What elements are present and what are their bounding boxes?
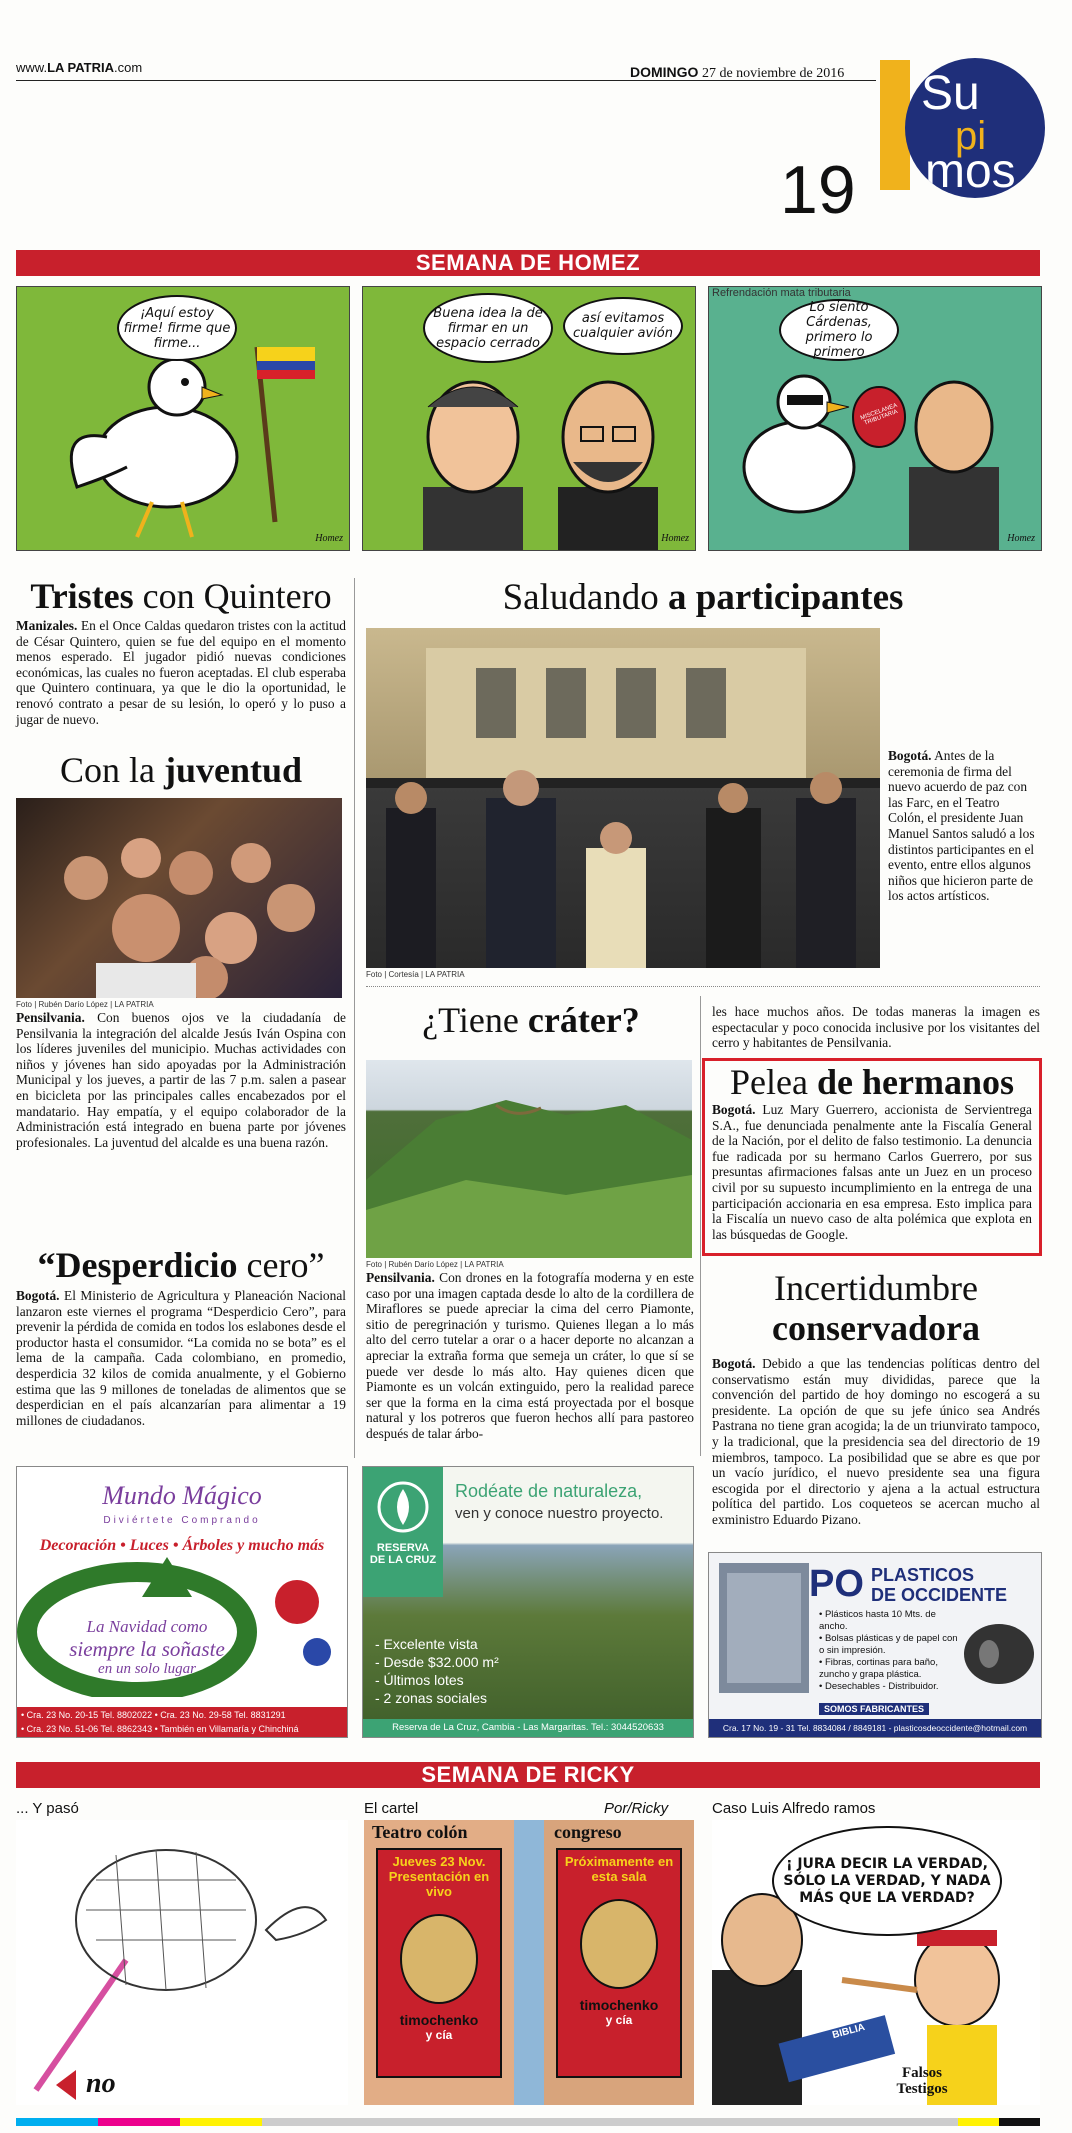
saludando-photo bbox=[366, 628, 880, 968]
ricky-panel-3 bbox=[712, 1820, 1040, 2105]
incertidumbre-title-b: conservadora bbox=[772, 1308, 980, 1348]
reserva-bullet-1: - Excelente vista bbox=[375, 1636, 478, 1652]
pelea-headline bbox=[712, 1062, 1032, 1102]
logo-letters-1: Su bbox=[921, 67, 980, 120]
crater-title-a: ¿Tiene bbox=[422, 1000, 528, 1040]
plasticos-badge: SOMOS FABRICANTES bbox=[819, 1703, 929, 1715]
ricky-panel-1 bbox=[16, 1820, 348, 2105]
tristes-title-bold: Tristes bbox=[30, 576, 134, 616]
mundo-address-bar bbox=[17, 1707, 347, 1737]
juventud-credit: Foto | Rubén Darío López | LA PATRIA bbox=[16, 1000, 154, 1009]
ricky-byline: Por/Ricky bbox=[604, 1800, 669, 1817]
column-rule-2 bbox=[700, 996, 701, 1456]
juventud-title-a: Con la bbox=[59, 750, 164, 790]
homez-caption-3: Refrendación mata tributaria bbox=[712, 287, 851, 299]
pelea-place: Bogotá. bbox=[712, 1102, 756, 1117]
left-poster-face bbox=[389, 1899, 489, 2009]
reserva-bullet-3: - Últimos lotes bbox=[375, 1672, 464, 1688]
mundo-slogan2: siempre la soñaste bbox=[69, 1637, 225, 1661]
right-poster-name: timochenko bbox=[579, 1997, 659, 2013]
homez-bubble-2a: Buena idea la de firmar en un espacio cerrado bbox=[423, 293, 553, 363]
supimos-logo bbox=[905, 58, 1045, 198]
ad-mundo-magico[interactable] bbox=[16, 1466, 348, 1738]
reserva-logo-panel bbox=[363, 1467, 443, 1597]
plasticos-item-4: • Desechables - Distribuidor. bbox=[819, 1681, 939, 1692]
page-number: 19 bbox=[780, 152, 856, 228]
tristes-body bbox=[16, 618, 346, 727]
plastic-rolls-illustration bbox=[709, 1553, 819, 1703]
saludando-headline bbox=[366, 578, 1040, 618]
crater-headline bbox=[366, 1000, 696, 1040]
ricky-caption-2: El cartel bbox=[364, 1800, 419, 1817]
mundo-brand: Mundo Mágico bbox=[102, 1481, 262, 1510]
saludando-text: Antes de la ceremonia de firma del nuevo acuerdo de paz con las Farc, en el Teatro Colón, el presidente Juan Manuel Santos saludó a los distintos participantes en el evento, entre ellos algunos niños que hicieron parte de los actos artísticos. bbox=[888, 748, 1035, 904]
crater-continued: les hace muchos años. De todas maneras la imagen es espectacular y poco conocida inclusive por los visitantes del cerro y habitantes de Pensilvania. bbox=[712, 1004, 1040, 1051]
saludando-title-b: a participantes bbox=[668, 577, 904, 618]
saludando-credit: Foto | Cortesía | LA PATRIA bbox=[366, 970, 465, 979]
left-poster bbox=[376, 1848, 502, 2078]
desperdicio-title-bold: “Desperdicio bbox=[37, 1245, 238, 1285]
incertidumbre-text: Debido a que las tendencias políticas dentro del conservatismo están muy divididas, parece que la convención del partido de hoy domingo no escogerá a su presidente. La opción de que su jefe único sea Andrés Pastrana no tiene gran acogida; la de un triunvirato tampoco, y la tradicional, que la presidencia sea del directorio de 19 miembros, tampoco. La posibilidad que se abre es que por un vacío jurídico, el nuevo presidente sea una figura escogida por el directorio y ajena a la actual estructura política del partido. Los coqueteos se acercan mucho al exministro Eduardo Pizano. bbox=[712, 1356, 1040, 1527]
mundo-addr2: • Cra. 23 No. 51-06 Tel. 8862343 • También en Villamaría y Chinchiná bbox=[21, 1724, 299, 1734]
desperdicio-body bbox=[16, 1288, 346, 1428]
homez-signature-3: Homez bbox=[1007, 533, 1035, 544]
site-brand: LA PATRIA bbox=[47, 60, 114, 75]
pelea-text: Luz Mary Guerrero, accionista de Servientrega S.A., fue denunciada penalmente ante la Fiscalía General de la Nación, por el delito de falso testimonio. La denuncia fue radicada por su hermano Carlos Guerrero, por sus presuntas afirmaciones falsas ante un Juez en un proceso civil por su supuesto incumplimiento en la entrega de una participación accionaria en esa empresa. Esto implica para la Fiscalía un nuevo caso de alta polémica que explota en las búsquedas de Google. bbox=[712, 1102, 1032, 1242]
left-poster-name2: y cía bbox=[425, 2028, 453, 2042]
right-poster-text: Próximamente en esta sala bbox=[564, 1854, 674, 1884]
crater-text: Con drones en la fotografía moderna y en este caso por una imagen captada desde lo alto de la cordillera de Miraflores se puede apreciar la cima del cerro Piamonte, sitio de peregrinación y turismo. Quienes llegan a lo más alto del cerro tutelar a orar o a hacer deporte no alcanzan a apreciar la extraña forma que semeja un cráter, lo que sí se puede ver desde lo más alto. Hay quienes dicen que Piamonte es un volcán extinguido, pero la realidad parece ser que la forma en la cima está proyectada por el bosque natural y los potreros que fueron hechos allí para pastoreo después de talar árbo- bbox=[366, 1270, 694, 1441]
left-poster-name: timochenko bbox=[399, 2012, 479, 2028]
saludando-body bbox=[888, 748, 1038, 904]
ceremony-photo bbox=[366, 628, 880, 968]
plasticos-name bbox=[871, 1565, 1007, 1605]
mundo-tagline: Diviértete Comprando bbox=[103, 1515, 261, 1526]
tristes-headline bbox=[16, 576, 346, 616]
homez-bubble-2b: así evitamos cualquier avión bbox=[563, 297, 683, 355]
logo-letters-3: mos bbox=[925, 145, 1016, 198]
pelea-title-a: Pelea bbox=[730, 1062, 817, 1102]
incertidumbre-title-a: Incertidumbre bbox=[774, 1268, 978, 1308]
plasticos-item-2: • Bolsas plásticas y de papel con o sin impresión. bbox=[819, 1633, 958, 1656]
right-poster-face bbox=[569, 1884, 669, 1994]
reserva-footer: Reserva de La Cruz, Cambia - Las Margaritas. Tel.: 3044520633 bbox=[363, 1719, 693, 1737]
mundo-slogan3: en un solo lugar bbox=[98, 1661, 196, 1677]
book-label: BIBLIA bbox=[831, 2021, 867, 2042]
site-prefix: www. bbox=[16, 60, 48, 75]
plasticos-footer: Cra. 17 No. 19 - 31 Tel. 8834084 / 8849181 - plasticosdeoccidente@hotmail.com bbox=[709, 1719, 1041, 1737]
homez-bubble-3: Lo siento Cárdenas, primero lo primero bbox=[779, 299, 899, 361]
saludando-title-a: Saludando bbox=[502, 577, 669, 618]
desperdicio-text: El Ministerio de Agricultura y Planeación Nacional lanzaron este viernes el programa “Desperdicio Cero”, para prevenir la pérdida de comida en todos los eslabones desde el productor hasta el consumidor. “La comida no se bota” es el lema de la campaña. Cada colombiano, en promedio, desperdicia 32 kilos de comida anualmente, y el Gobierno estima que las 9 millones de toneladas de alimentos que se desperdician en el país alcanzarían para alimentar a 19 millones de ciudadanos. bbox=[16, 1288, 346, 1428]
plasticos-name-1: PLASTICOS bbox=[871, 1565, 975, 1585]
reserva-headline-2: ven y conoce nuestro proyecto. bbox=[455, 1505, 664, 1522]
crater-title-b: cráter? bbox=[527, 1000, 640, 1040]
incertidumbre-body bbox=[712, 1356, 1040, 1528]
leaf-icon bbox=[363, 1467, 443, 1537]
ad-reserva-cruz[interactable] bbox=[362, 1466, 694, 1738]
net-and-dove-illustration bbox=[16, 1820, 348, 2105]
plasticos-item-1: • Plásticos hasta 10 Mts. de ancho. bbox=[819, 1609, 936, 1632]
plasticos-item-3: • Fibras, cortinas para baño, zuncho y grapa plástica. bbox=[819, 1657, 938, 1680]
tristes-text: En el Once Caldas quedaron tristes con la actitud de César Quintero, quien se fue del equipo en el momento menos esperado. El jugador pidió nuevas condiciones económicas, las cuales no fueron aceptadas. El club esperaba que Quintero continuara, ya que le dio la oportunidad, le renovó contrato a pesar de su lesión, lo operó y lo puso a jugar de nuevo. bbox=[16, 618, 346, 727]
ricky-caption-3: Caso Luis Alfredo ramos bbox=[712, 1800, 876, 1817]
ricky-caption-1: ... Y pasó bbox=[16, 1800, 79, 1817]
sack-label: MISCELANEA TRIBUTARIA bbox=[859, 402, 899, 427]
juventud-text: Con buenos ojos ve la ciudadanía de Pensilvania la integración del alcalde Jesús Iván Ospina con los líderes juveniles del municipio. Muchas actividades con niños y jóvenes han sido apoyadas por la Administración Municipal y los jueves, a partir de las 7 p.m. salen a pasear en bicicleta por las principales calles encabezados por el mandatario. Hay empatía, y el equipo colaborador de la Administración está integrado en buena parte por jóvenes profesionales. La juventud del alcalde es una buena razón. bbox=[16, 1010, 346, 1150]
ad-plasticos-occidente[interactable] bbox=[708, 1552, 1042, 1738]
plasticos-name-2: DE OCCIDENTE bbox=[871, 1585, 1008, 1605]
homez-signature-2: Homez bbox=[661, 533, 689, 544]
reserva-bullet-2: - Desde $32.000 m² bbox=[375, 1654, 499, 1670]
ricky-bubble: ¡ JURA DECIR LA VERDAD, SÓLO LA VERDAD, Y NADA MÁS QUE LA VERDAD? bbox=[772, 1826, 1002, 1936]
reserva-bullet-4: - 2 zonas sociales bbox=[375, 1690, 488, 1706]
right-poster-name2: y cía bbox=[605, 2013, 633, 2027]
registration-strip bbox=[16, 2118, 1040, 2126]
juventud-title-b: juventud bbox=[163, 750, 303, 790]
homez-banner: SEMANA DE HOMEZ bbox=[16, 250, 1040, 276]
juventud-place: Pensilvania. bbox=[16, 1010, 85, 1025]
incertidumbre-place: Bogotá. bbox=[712, 1356, 756, 1371]
saludando-place: Bogotá. bbox=[888, 748, 932, 763]
mountain-photo bbox=[366, 1060, 692, 1258]
homez-signature-1: Homez bbox=[315, 533, 343, 544]
juventud-body bbox=[16, 1010, 346, 1150]
reserva-logo-1: RESERVA bbox=[376, 1542, 430, 1554]
homez-panel-2 bbox=[362, 286, 696, 551]
plasticos-items bbox=[819, 1609, 959, 1693]
homez-bubble-1: ¡Aquí estoy firme! firme que firme... bbox=[117, 295, 237, 361]
site-suffix: .com bbox=[113, 60, 143, 75]
date-rest: 27 de noviembre de 2016 bbox=[701, 66, 845, 81]
pelea-title-b: de hermanos bbox=[816, 1062, 1014, 1102]
crater-photo bbox=[366, 1060, 692, 1258]
column-rule-1 bbox=[354, 578, 355, 1458]
juventud-photo bbox=[16, 798, 342, 998]
issue-date bbox=[630, 64, 844, 82]
homez-panel-3 bbox=[708, 286, 1042, 551]
left-sign: Teatro colón bbox=[372, 1822, 468, 1842]
section-rule-1 bbox=[366, 986, 1040, 987]
crater-credit: Foto | Rubén Darío López | LA PATRIA bbox=[366, 1260, 504, 1269]
falsos-testigos-tag: Falsos Testigos bbox=[896, 2065, 948, 2097]
right-poster bbox=[556, 1848, 682, 2078]
ricky-panel-2 bbox=[364, 1820, 694, 2105]
ricky-banner: SEMANA DE RICKY bbox=[16, 1762, 1040, 1788]
mundo-slogan1: La Navidad como bbox=[86, 1617, 208, 1636]
mundo-addr1: • Cra. 23 No. 20-15 Tel. 8802022 • Cra. 23 No. 29-58 Tel. 8831291 bbox=[21, 1710, 286, 1720]
tristes-title-rest: con Quintero bbox=[133, 576, 332, 616]
reserva-headline-1: Rodéate de naturaleza, bbox=[455, 1481, 643, 1501]
desperdicio-title-rest: cero” bbox=[237, 1245, 325, 1285]
site-url bbox=[16, 60, 142, 75]
crater-place: Pensilvania. bbox=[366, 1270, 435, 1285]
right-sign: congreso bbox=[554, 1822, 622, 1842]
incertidumbre-headline bbox=[712, 1268, 1040, 1348]
date-day: DOMINGO bbox=[630, 64, 699, 80]
crater-body bbox=[366, 1270, 694, 1442]
desperdicio-headline bbox=[16, 1245, 346, 1285]
ricky-label-no: no bbox=[86, 2068, 116, 2099]
logo-letters-2: pi bbox=[955, 114, 987, 158]
tristes-place: Manizales. bbox=[16, 618, 78, 633]
left-poster-text: Jueves 23 Nov. Presentación en vivo bbox=[388, 1854, 490, 1899]
homez-panel-1 bbox=[16, 286, 350, 551]
juventud-headline bbox=[16, 750, 346, 790]
desperdicio-place: Bogotá. bbox=[16, 1288, 60, 1303]
reserva-bullets bbox=[375, 1635, 499, 1707]
reserva-logo-2: DE LA CRUZ bbox=[369, 1554, 437, 1566]
pelea-body bbox=[712, 1102, 1032, 1242]
plasticos-logo: PO bbox=[809, 1563, 864, 1605]
roll-icon bbox=[959, 1609, 1039, 1699]
group-selfie-photo bbox=[16, 798, 342, 998]
mundo-line1: Decoración • Luces • Árboles y mucho más bbox=[39, 1537, 325, 1554]
